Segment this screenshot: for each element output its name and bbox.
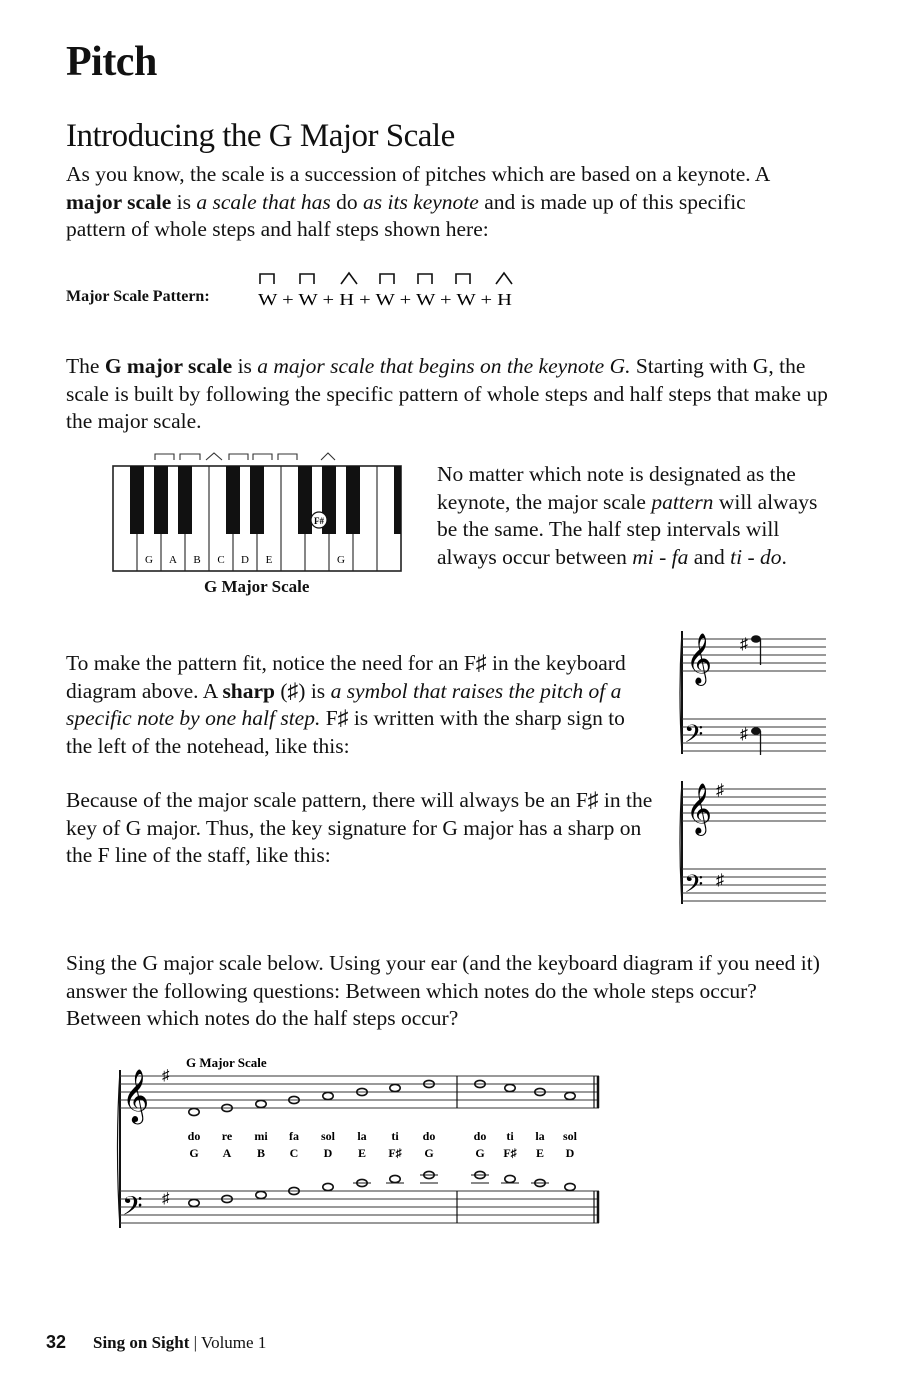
solfege-syllable: fa — [289, 1129, 299, 1143]
whole-note — [189, 1199, 199, 1206]
note-letter: G — [424, 1146, 434, 1160]
syllable-row — [188, 1129, 578, 1143]
intro-paragraph: As you know, the scale is a succession of pitches which are based on a keynote. A major scale is a scale that has do as its keynote and is made up of this specific pattern of whole steps and half steps shown here: — [66, 162, 770, 241]
g-major-scale-score — [112, 1050, 607, 1235]
score-title: G Major Scale — [186, 1055, 267, 1070]
bass-staff-lines — [682, 719, 826, 751]
solfege-syllable: do — [473, 1129, 487, 1143]
notehead — [751, 727, 761, 735]
solfege-syllable: sol — [562, 1129, 578, 1143]
solfege-syllable: la — [357, 1129, 367, 1143]
key-signature-sharp-icon: ♯ — [716, 872, 724, 889]
notehead — [751, 635, 761, 643]
whole-note — [505, 1175, 515, 1182]
note-letter: G — [475, 1146, 485, 1160]
key-label-a: A — [169, 554, 177, 566]
key-label-g-high: G — [337, 554, 345, 566]
major-scale-pattern-text: W + W + H + W + W + W + H — [258, 290, 512, 309]
solfege-syllable: sol — [320, 1129, 336, 1143]
keyboard-diagram — [112, 450, 404, 575]
page-number: 32 — [46, 1332, 67, 1352]
whole-note — [256, 1100, 266, 1107]
key-signature-sharp-icon: ♯ — [162, 1068, 170, 1084]
note-letter: E — [357, 1146, 367, 1160]
bass-clef-icon: 𝄢 — [684, 721, 704, 754]
key-label-b: B — [193, 554, 201, 566]
whole-note — [505, 1084, 515, 1091]
bass-clef-icon: 𝄢 — [122, 1191, 143, 1227]
f-sharp-key-label: F# — [314, 516, 324, 526]
letter-row — [189, 1146, 574, 1160]
major-scale-pattern-label: Major Scale Pattern: — [66, 288, 210, 305]
note-letter: F♯ — [503, 1146, 517, 1160]
solfege-syllable: la — [535, 1129, 545, 1143]
key-label-g: G — [145, 554, 153, 566]
whole-note — [323, 1092, 333, 1099]
whole-note — [256, 1191, 266, 1198]
book-title: Sing on Sight | Volume 1 — [93, 1333, 267, 1352]
solfege-syllable: re — [221, 1129, 233, 1143]
note-letter: C — [289, 1146, 299, 1160]
whole-note — [565, 1183, 575, 1190]
key-label-e: E — [265, 554, 273, 566]
step-brackets — [260, 273, 512, 284]
keyboard-caption: G Major Scale — [204, 577, 310, 596]
whole-note — [390, 1084, 400, 1091]
keyboard-step-brackets — [155, 453, 335, 460]
note-letter: D — [323, 1146, 333, 1160]
key-label-d: D — [241, 554, 249, 566]
sharp-icon: ♯ — [740, 726, 748, 743]
bass-clef-icon: 𝄢 — [684, 871, 704, 904]
key-signature-sharp-icon: ♯ — [162, 1191, 170, 1207]
sharp-paragraph: To make the pattern fit, notice the need for an F♯ in the keyboard diagram above. A sharp (♯) is a symbol that raises the pitch of a specific note by one half step. F♯ is written with the sharp sign to the left of the notehead, like this: — [66, 651, 626, 758]
f-sharp-staff-example — [676, 625, 828, 760]
key-label-c: C — [217, 554, 225, 566]
whole-note — [323, 1183, 333, 1190]
note-letter: F♯ — [388, 1146, 402, 1160]
solfege-syllable: do — [187, 1129, 201, 1143]
treble-notes — [189, 1080, 575, 1115]
solfege-syllable: do — [422, 1129, 436, 1143]
section-title: Introducing the G Major Scale — [66, 118, 455, 154]
bass-notes — [189, 1171, 575, 1206]
note-letter: A — [222, 1146, 232, 1160]
note-letter: D — [565, 1146, 575, 1160]
treble-clef-icon: 𝄞 — [686, 634, 713, 683]
key-signature-sharp-icon: ♯ — [716, 782, 724, 799]
sharp-icon: ♯ — [740, 636, 748, 653]
page-title: Pitch — [66, 39, 157, 85]
note-letter: G — [189, 1146, 199, 1160]
whole-note — [189, 1108, 199, 1115]
note-letter: B — [256, 1146, 266, 1160]
major-scale-pattern-diagram — [258, 268, 518, 312]
score-treble-lines — [120, 1076, 599, 1108]
whole-note — [565, 1092, 575, 1099]
solfege-syllable: ti — [506, 1129, 514, 1143]
treble-clef-icon: 𝄞 — [122, 1070, 150, 1121]
pattern-note-paragraph: No matter which note is designated as the keynote, the major scale pattern will always be the same. The half step intervals will always occur between mi - fa and ti - do. — [437, 462, 818, 569]
sing-instructions: Sing the G major scale below. Using your ear (and the keyboard diagram if you need it) answer the following questions: Between which notes do the whole steps occur? Between which notes do the half steps occur? — [66, 951, 820, 1030]
g-major-paragraph: The G major scale is a major scale that begins on the keynote G. Starting with G, the scale is built by following the specific pattern of whole steps and half steps that make up the major scale. — [66, 354, 828, 433]
treble-clef-icon: 𝄞 — [686, 784, 713, 833]
solfege-syllable: mi — [254, 1129, 268, 1143]
note-letter: E — [535, 1146, 545, 1160]
solfege-syllable: ti — [391, 1129, 399, 1143]
whole-note — [390, 1175, 400, 1182]
g-major-key-signature — [676, 775, 828, 910]
key-signature-paragraph: Because of the major scale pattern, there will always be an F♯ in the key of G major. Thus, the key signature for G major has a sharp on the F line of the staff, like this: — [66, 788, 653, 867]
